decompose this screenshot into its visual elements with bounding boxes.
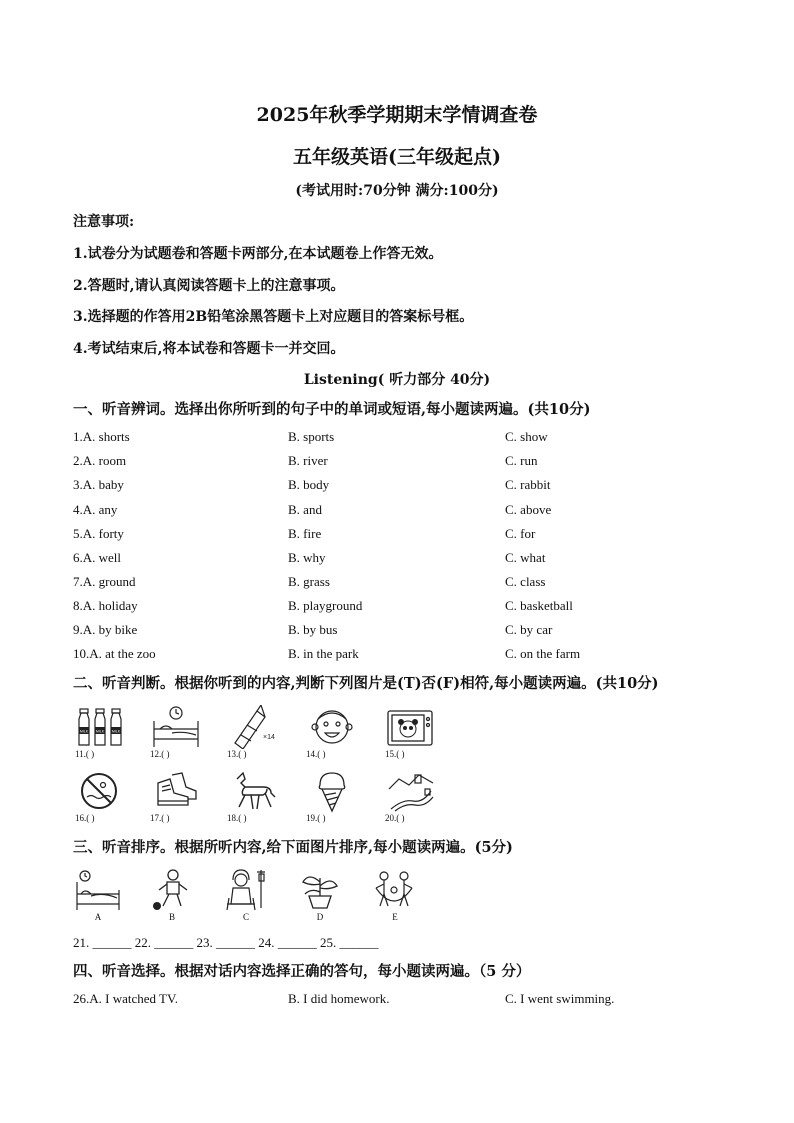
question-row: [73, 991, 733, 1009]
note-item: 3.选择题的作答用2B铅笔涂黑答题卡上对应题目的答案标号框。: [73, 309, 474, 325]
potted-plant-icon: [295, 868, 345, 912]
question-row: [73, 502, 733, 520]
question-row: [73, 646, 733, 664]
option-a: 4.A. any: [73, 502, 118, 517]
ice-cream-icon: [306, 769, 358, 813]
crayon-icon: [227, 705, 279, 749]
notes-heading: 注意事项:: [73, 214, 135, 230]
answer-blank: 17.( ): [150, 813, 170, 823]
answer-blank: 13.( ): [227, 749, 247, 759]
question-row: [73, 526, 733, 544]
answer-blank: 18.( ): [227, 813, 247, 823]
option-b: B. playground: [288, 598, 363, 613]
option-c: C. above: [505, 502, 552, 517]
option-a: 5.A. forty: [73, 526, 124, 541]
boy-football-icon: [147, 868, 197, 912]
picture-item: [221, 868, 271, 928]
girl-hospital-icon: [221, 868, 271, 912]
option-a: 9.A. by bike: [73, 622, 138, 637]
answer-blank: 11.( ): [75, 749, 95, 759]
option-b: B. in the park: [288, 646, 359, 661]
picture-item: [75, 769, 127, 831]
option-a: 10.A. at the zoo: [73, 646, 156, 661]
shoes-icon: [150, 769, 202, 813]
answer-blank: 15.( ): [385, 749, 405, 759]
picture-item: [306, 769, 358, 831]
picture-label: B: [168, 912, 175, 922]
picture-item: [227, 769, 279, 831]
option-c: C. class: [505, 574, 546, 589]
picture-label: A: [94, 912, 102, 922]
answer-blank: 20.( ): [385, 813, 405, 823]
option-b: B. I did homework.: [288, 991, 390, 1006]
picture-item: [370, 868, 420, 928]
picture-label: C: [242, 912, 249, 922]
picture-item: [306, 705, 358, 767]
note-item: 1.试卷分为试题卷和答题卡两部分,在本试题卷上作答无效。: [73, 246, 443, 262]
option-a: 1.A. shorts: [73, 429, 130, 444]
question-row: [73, 477, 733, 495]
option-a: 8.A. holiday: [73, 598, 138, 613]
bed-clock-icon: [73, 868, 123, 912]
option-c: C. by car: [505, 622, 553, 637]
listening-title: Listening( 听力部分 40分): [303, 372, 491, 388]
picture-item: [150, 769, 202, 831]
horse-icon: [227, 769, 279, 813]
tv-panda-icon: [385, 705, 437, 749]
picture-item: [150, 705, 202, 767]
exam-info: (考试用时:70分钟 满分:100分): [295, 183, 499, 199]
picture-item: [385, 769, 437, 831]
option-b: B. body: [288, 477, 330, 492]
option-b: B. sports: [288, 429, 335, 444]
section1-heading: 一、听音辨词。选择出你所听到的句子中的单词或短语,每小题读两遍。(共10分): [73, 401, 591, 418]
picture-label: E: [392, 912, 398, 922]
question-row: [73, 598, 733, 616]
note-item: 4.考试结束后,将本试卷和答题卡一并交回。: [73, 341, 345, 357]
option-b: B. by bus: [288, 622, 338, 637]
section3-heading: 三、听音排序。根据所听内容,给下面图片排序,每小题读两遍。(5分): [73, 839, 513, 856]
option-a: 2.A. room: [73, 453, 127, 468]
great-wall-icon: [385, 769, 437, 813]
kids-jump-rope-icon: [370, 868, 420, 912]
question-row: [73, 550, 733, 568]
bed-clock-icon: [150, 705, 202, 749]
option-b: B. why: [288, 550, 326, 565]
option-c: C. rabbit: [505, 477, 551, 492]
picture-item: [147, 868, 197, 928]
option-c: C. what: [505, 550, 546, 565]
option-c: C. I went swimming.: [505, 991, 615, 1006]
option-a: 7.A. ground: [73, 574, 136, 589]
picture-item: [295, 868, 345, 928]
option-c: C. on the farm: [505, 646, 581, 661]
note-item: 2.答题时,请认真阅读答题卡上的注意事项。: [73, 278, 345, 294]
exam-title: 2025年秋季学期期末学情调查卷: [256, 104, 538, 126]
question-row: [73, 429, 733, 447]
picture-item: [385, 705, 437, 767]
option-c: C. run: [505, 453, 538, 468]
no-swimming-icon: [75, 769, 127, 813]
question-row: [73, 453, 733, 471]
milk-label: MILK: [111, 729, 121, 734]
option-a: 6.A. well: [73, 550, 122, 565]
picture-item: [73, 868, 123, 928]
section4-heading: 四、听音选择。根据对话内容选择正确的答句，每小题读两遍。（5 分）: [73, 963, 531, 980]
option-c: C. basketball: [505, 598, 573, 613]
answer-blank: 16.( ): [75, 813, 95, 823]
milk-label: MILK: [95, 729, 105, 734]
option-a: 3.A. baby: [73, 477, 124, 492]
question-row: [73, 574, 733, 592]
option-b: B. grass: [288, 574, 330, 589]
milk-bottles-icon: [75, 705, 127, 749]
ordering-answer-blanks: 21. ______ 22. ______ 23. ______ 24. ______ 25. ______: [73, 935, 379, 950]
option-c: C. show: [505, 429, 548, 444]
option-b: B. and: [288, 502, 322, 517]
picture-item: [75, 705, 127, 767]
question-row: [73, 622, 733, 640]
option-b: B. river: [288, 453, 328, 468]
milk-label: MILK: [79, 729, 89, 734]
answer-blank: 14.( ): [306, 749, 326, 759]
boy-face-icon: [306, 705, 358, 749]
picture-item: [227, 705, 279, 767]
option-c: C. for: [505, 526, 536, 541]
option-a: 26.A. I watched TV.: [73, 991, 178, 1006]
picture-label: D: [316, 912, 324, 922]
option-b: B. fire: [288, 526, 322, 541]
crayon-count: ×14: [263, 734, 275, 741]
exam-subtitle: 五年级英语(三年级起点): [293, 146, 501, 168]
section2-heading: 二、听音判断。根据你听到的内容,判断下列图片是(T)否(F)相符,每小题读两遍。(共10分): [73, 675, 659, 692]
answer-blank: 19.( ): [306, 813, 326, 823]
answer-blank: 12.( ): [150, 749, 170, 759]
